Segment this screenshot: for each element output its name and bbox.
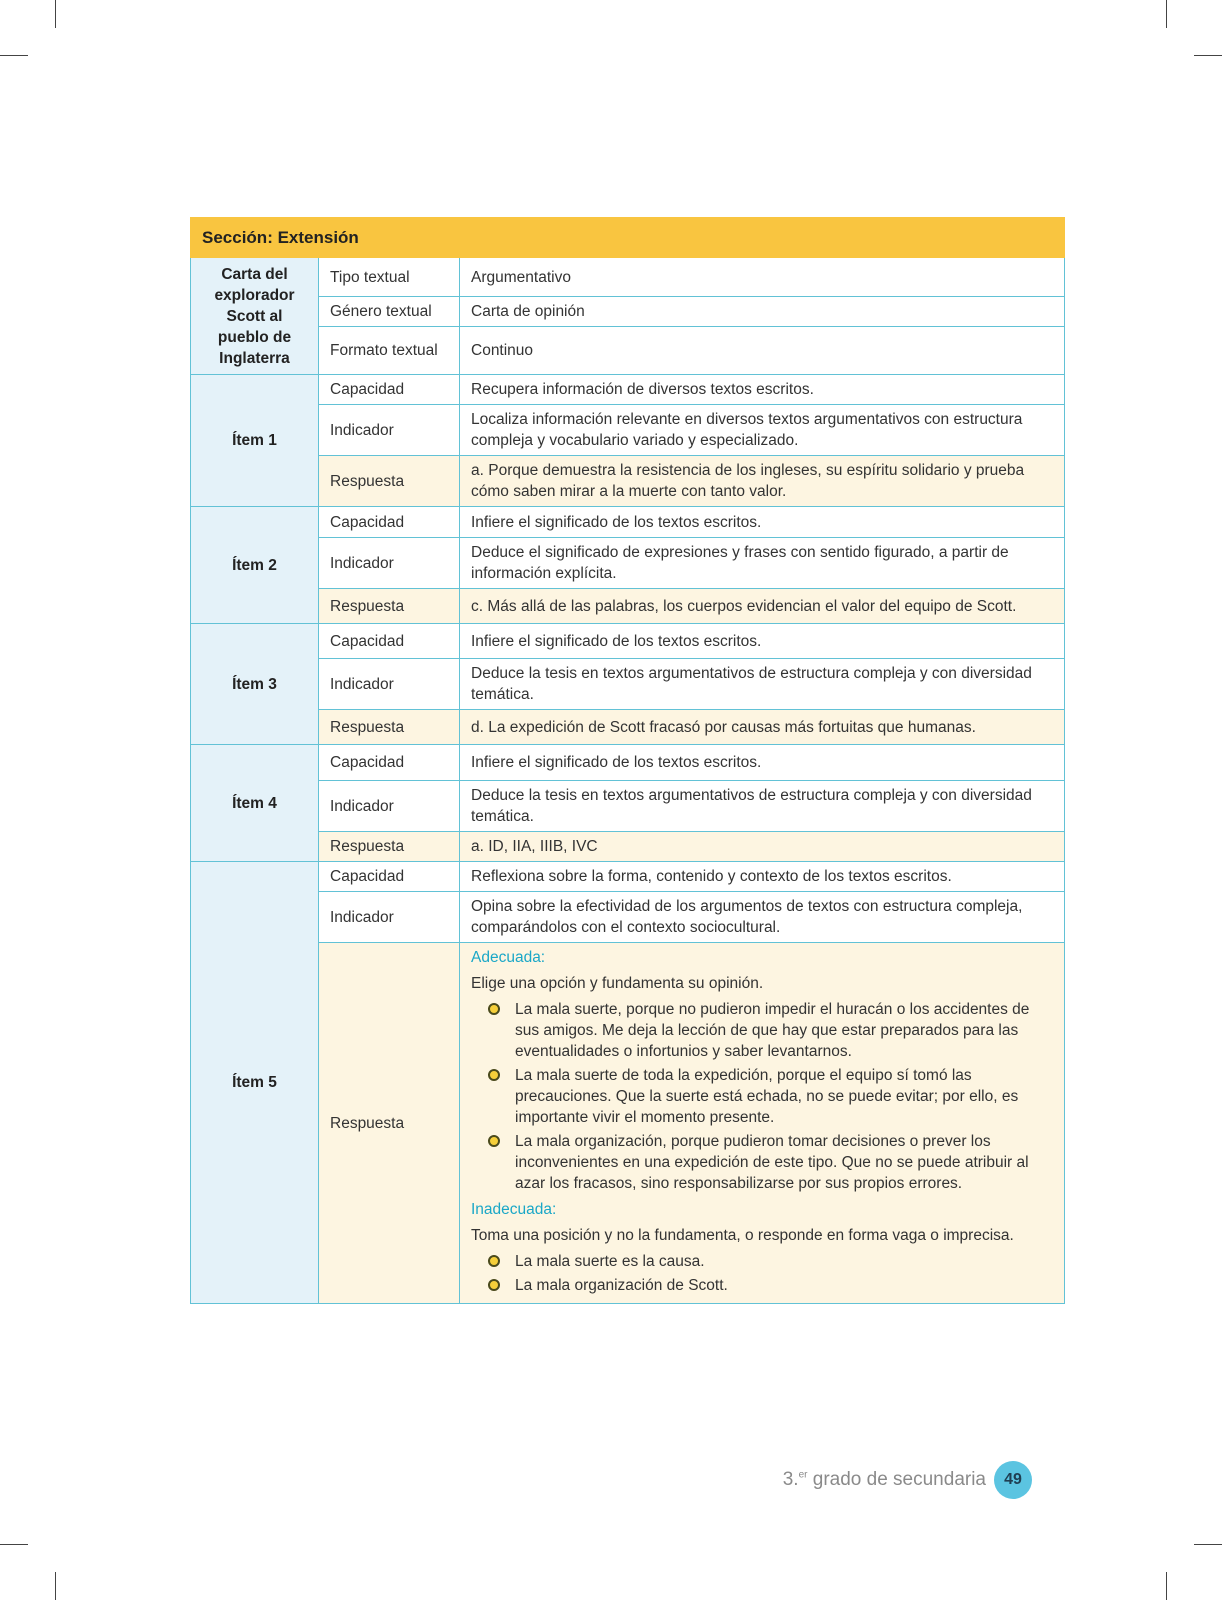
row-label: Respuesta (319, 589, 460, 624)
inadequate-description: Toma una posición y no la fundamenta, o responde en forma vaga o imprecisa. (471, 1227, 1014, 1244)
table-row (191, 745, 1065, 781)
grade-label (783, 1469, 986, 1491)
evaluation-table (190, 217, 1065, 1304)
adequate-options (471, 999, 1053, 1194)
inadequate-options (471, 1251, 1053, 1296)
crop-mark (1166, 1572, 1167, 1600)
row-value: Argumentativo (460, 258, 1065, 297)
list-item (487, 1065, 1053, 1128)
row-label: Indicador (319, 892, 460, 943)
row-value: Deduce la tesis en textos argumentativos de estructura compleja y con diversidad temática. (460, 659, 1065, 710)
page-footer (783, 1460, 1032, 1500)
row-label: Capacidad (319, 862, 460, 892)
inadequate-title: Inadecuada: (471, 1201, 557, 1218)
table-row (191, 589, 1065, 624)
table-row (191, 538, 1065, 589)
table-row (191, 943, 1065, 1304)
row-value: Localiza información relevante en diversos textos argumentativos con estructura compleja y vocabulario variado y especializado. (460, 405, 1065, 456)
option-text: La mala organización, porque pudieron tomar decisiones o prever los inconvenientes en una expedición de este tipo. Que no se puede atribuir al azar los fracasos, sino responsabilizarse por sus propios errores. (515, 1133, 1029, 1192)
row-label: Respuesta (319, 832, 460, 862)
row-label: Capacidad (319, 624, 460, 659)
adequate-title: Adecuada: (471, 949, 546, 966)
row-value: Deduce la tesis en textos argumentativos de estructura compleja y con diversidad temática. (460, 781, 1065, 832)
table-row (191, 781, 1065, 832)
table-row (191, 892, 1065, 943)
table-row (191, 258, 1065, 297)
table-row (191, 327, 1065, 375)
section-title: Sección: Extensión (191, 218, 1065, 258)
crop-mark (55, 1572, 56, 1600)
table-row (191, 624, 1065, 659)
adequate-description: Elige una opción y fundamenta su opinión. (471, 975, 764, 992)
crop-mark (0, 1544, 28, 1545)
row-label: Indicador (319, 659, 460, 710)
bullet-icon (488, 1255, 500, 1267)
table-row (191, 456, 1065, 507)
row-value: Opina sobre la efectividad de los argumentos de textos con estructura compleja, comparándolos con el contexto sociocultural. (460, 892, 1065, 943)
row-label: Respuesta (319, 710, 460, 745)
row-value: Continuo (460, 327, 1065, 375)
page-number-badge: 49 (994, 1461, 1032, 1499)
section-header-row (191, 218, 1065, 258)
row-value: Recupera información de diversos textos escritos. (460, 375, 1065, 405)
row-value: a. ID, IIA, IIIB, IVC (460, 832, 1065, 862)
table-row (191, 862, 1065, 892)
crop-mark (1194, 1544, 1222, 1545)
option-text: La mala suerte, porque no pudieron impedir el huracán o los accidentes de sus amigos. Me deja la lección de que hay que estar preparados para las eventualidades o infortunios y saber levantarnos. (515, 1001, 1030, 1060)
table-row (191, 507, 1065, 538)
list-item (487, 1131, 1053, 1194)
row-value: Infiere el significado de los textos escritos. (460, 745, 1065, 781)
crop-mark (1194, 55, 1222, 56)
row-value: a. Porque demuestra la resistencia de los ingleses, su espíritu solidario y prueba cómo saben mirar a la muerte con tanto valor. (460, 456, 1065, 507)
row-value: Deduce el significado de expresiones y frases con sentido figurado, a partir de información explícita. (460, 538, 1065, 589)
response-detail (460, 943, 1065, 1304)
text-title-cell: Carta del explorador Scott al pueblo de Inglaterra (191, 258, 319, 375)
bullet-icon (488, 1003, 500, 1015)
item-label: Ítem 1 (191, 375, 319, 507)
row-label: Indicador (319, 405, 460, 456)
option-text: La mala suerte de toda la expedición, porque el equipo sí tomó las precauciones. Que la suerte está echada, no se puede evitar; por ello, es importante vivir el momento presente. (515, 1067, 1019, 1126)
row-label: Tipo textual (319, 258, 460, 297)
grade-superscript: er (798, 1469, 808, 1481)
row-label: Indicador (319, 781, 460, 832)
table-row (191, 710, 1065, 745)
grade-number: 3. (782, 1469, 799, 1490)
table-row (191, 832, 1065, 862)
item-label: Ítem 4 (191, 745, 319, 862)
row-label: Respuesta (319, 943, 460, 1304)
list-item (487, 1275, 1053, 1296)
list-item (487, 999, 1053, 1062)
row-label: Capacidad (319, 507, 460, 538)
row-label: Respuesta (319, 456, 460, 507)
row-value: Infiere el significado de los textos escritos. (460, 507, 1065, 538)
option-text: La mala organización de Scott. (515, 1277, 728, 1294)
list-item (487, 1251, 1053, 1272)
row-value: Carta de opinión (460, 297, 1065, 327)
bullet-icon (488, 1069, 500, 1081)
row-label: Indicador (319, 538, 460, 589)
row-value: c. Más allá de las palabras, los cuerpos evidencian el valor del equipo de Scott. (460, 589, 1065, 624)
row-value: Reflexiona sobre la forma, contenido y contexto de los textos escritos. (460, 862, 1065, 892)
row-label: Capacidad (319, 745, 460, 781)
item-label: Ítem 3 (191, 624, 319, 745)
row-value: Infiere el significado de los textos escritos. (460, 624, 1065, 659)
item-label: Ítem 5 (191, 862, 319, 1304)
crop-mark (0, 55, 28, 56)
table-row (191, 659, 1065, 710)
bullet-icon (488, 1135, 500, 1147)
option-text: La mala suerte es la causa. (515, 1253, 705, 1270)
item-label: Ítem 2 (191, 507, 319, 624)
crop-mark (55, 0, 56, 28)
row-value: d. La expedición de Scott fracasó por causas más fortuitas que humanas. (460, 710, 1065, 745)
crop-mark (1166, 0, 1167, 28)
grade-text: grado de secundaria (807, 1469, 986, 1490)
row-label: Formato textual (319, 327, 460, 375)
row-label: Capacidad (319, 375, 460, 405)
table-row (191, 375, 1065, 405)
row-label: Género textual (319, 297, 460, 327)
table-row (191, 297, 1065, 327)
table-row (191, 405, 1065, 456)
bullet-icon (488, 1279, 500, 1291)
